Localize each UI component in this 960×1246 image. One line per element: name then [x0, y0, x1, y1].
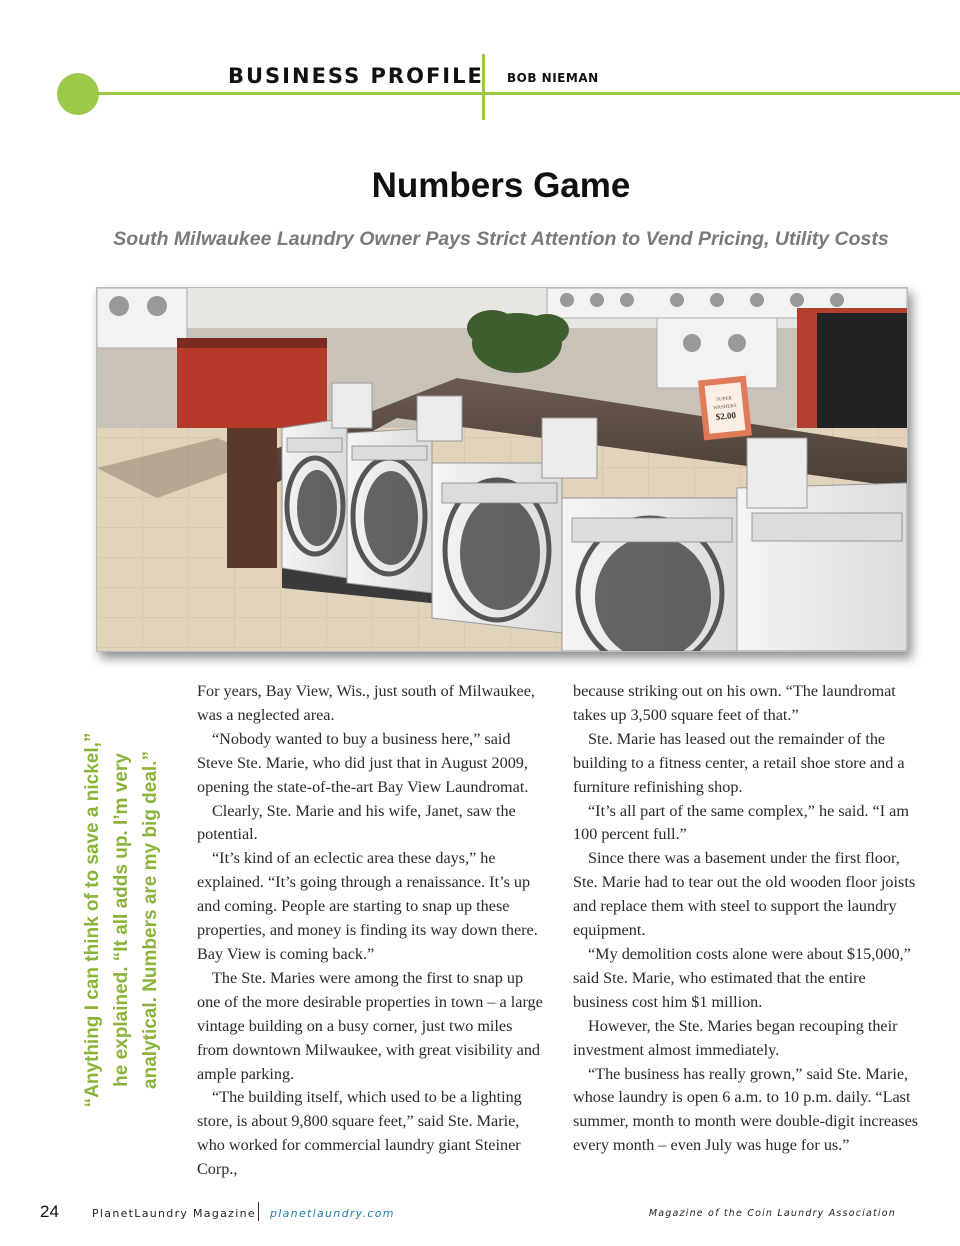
paragraph: The Ste. Maries were among the first to snap up one of the more desirable properties in town – a large vintage building on a busy corner, just two miles from downtown Milwaukee, with great visibility and ample parking. [197, 968, 543, 1083]
paragraph: “The building itself, which used to be a lighting store, is about 9,800 square feet,” said Ste. Marie, who worked for commercial laundry giant Steiner Corp., [197, 1088, 522, 1179]
article-title: Numbers Game [371, 166, 631, 205]
paragraph: Ste. Marie has leased out the remainder of the building to a fitness center, a retail shoe store and a furniture refinishing shop. [573, 729, 905, 796]
header-circle-ornament [57, 73, 99, 115]
paragraph: For years, Bay View, Wis., just south of Milwaukee, was a neglected area. [197, 682, 535, 724]
header-rule [78, 92, 960, 95]
laundromat-photo [96, 287, 908, 652]
paragraph: “It’s kind of an eclectic area these days,” he explained. “It’s going through a renaissance. It’s up and coming. People are starting to snap up these properties, and money is finding its way down there. Bay View is coming back.” [197, 849, 538, 963]
section-label: BUSINESS PROFILE [228, 64, 484, 88]
paragraph: “Nobody wanted to buy a business here,” said Steve Ste. Marie, who did just that in August 2009, opening the state-of-the-art Bay View Laundromat. [197, 729, 529, 796]
magazine-url-link[interactable]: planetlaundry.com [270, 1207, 395, 1220]
page-number: 24 [40, 1202, 59, 1221]
author-byline: BOB NIEMAN [507, 71, 599, 85]
paragraph: “The business has really grown,” said Ste. Marie, whose laundry is open 6 a.m. to 10 p.m. daily. “Last summer, month to month were double-digit increases every month – even July was huge for us.” [573, 1064, 919, 1155]
sign-price: $2.00 [715, 409, 737, 422]
paragraph: “My demolition costs alone were about $15,000,” said Ste. Marie, who estimated that the entire business cost him $1 million. [573, 944, 911, 1011]
article-column-1 [197, 680, 547, 1182]
sign-line-2: WASHERS [713, 403, 737, 412]
article-column-2 [573, 680, 923, 1158]
magazine-name: PlanetLaundry Magazine [92, 1207, 256, 1220]
article-subtitle: South Milwaukee Laundry Owner Pays Strict Attention to Vend Pricing, Utility Costs [113, 228, 889, 250]
paragraph: “It’s all part of the same complex,” he said. “I am 100 percent full.” [573, 801, 909, 844]
paragraph: Since there was a basement under the first floor, Ste. Marie had to tear out the old wooden floor joists and replace them with steel to support the laundry equipment. [573, 849, 916, 940]
sign-line-1: SUPER [716, 396, 733, 403]
pull-quote: “Anything I can think of to save a nickel,” he explained. “It all adds up. I’m very analytical. Numbers are my big deal.” [82, 732, 161, 1108]
paragraph: However, the Ste. Maries began recouping their investment almost immediately. [573, 1016, 898, 1059]
footer-divider [258, 1202, 259, 1221]
paragraph: because striking out on his own. “The laundromat takes up 3,500 square feet of that.” [573, 682, 896, 724]
paragraph: Clearly, Ste. Marie and his wife, Janet, saw the potential. [197, 801, 516, 844]
association-tagline: Magazine of the Coin Laundry Association [648, 1208, 896, 1219]
